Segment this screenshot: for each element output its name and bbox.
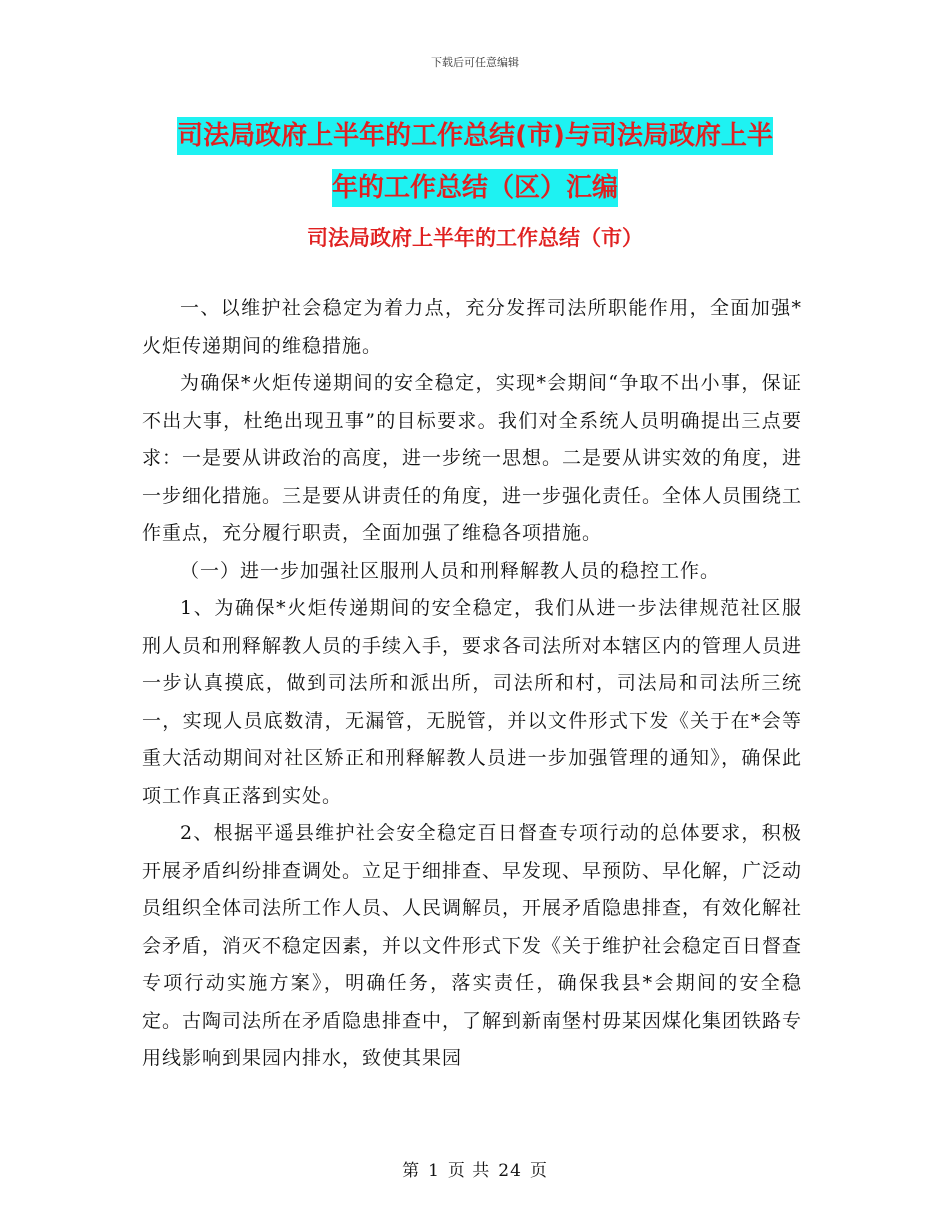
paragraph-3: （一）进一步加强社区服刑人员和刑释解教人员的稳控工作。 <box>180 559 721 582</box>
title-line-2: 年的工作总结（区）汇编 <box>332 169 618 207</box>
footer-suffix: 页 <box>529 1161 548 1181</box>
page-footer <box>0 1156 950 1181</box>
header-note: 下载后可任意编辑 <box>431 56 519 69</box>
document-title <box>0 110 950 214</box>
paragraph-5: 2、根据平遥县维护社会安全稳定百日督查专项行动的总体要求，积极开展矛盾纠纷排查调处。立足于细排查、早发现、早预防、早化解，广泛动员组织全体司法所工作人员、人民调解员，开展矛盾隐患排查，有效化解社会矛盾，消灭不稳定因素，并以文件形式下发《关于维护社会稳定百日督查专项行动实施方案》，明确任务，落实责任，确保我县*会期间的安全稳定。古陶司法所在矛盾隐患排查中，了解到新南堡村毋某因煤化集团铁路专用线影响到果园内排水，致使其果园 <box>142 822 803 1069</box>
paragraph-4: 1、为确保*火炬传递期间的安全稳定，我们从进一步法律规范社区服刑人员和刑释解教人员的手续入手，要求各司法所对本辖区内的管理人员进一步认真摸底，做到司法所和派出所，司法所和村，司法局和司法所三统一，实现人员底数清，无漏管，无脱管，并以文件形式下发《关于在*会等重大活动期间对社区矫正和刑释解教人员进一步加强管理的通知》，确保此项工作真正落到实处。 <box>142 597 803 807</box>
paragraph-1: 一、以维护社会稳定为着力点，充分发挥司法所职能作用，全面加强*火炬传递期间的维稳措施。 <box>142 297 802 357</box>
total-pages: 24 <box>498 1161 522 1181</box>
footer-prefix: 第 <box>402 1161 421 1181</box>
title-line-1: 司法局政府上半年的工作总结(市)与司法局政府上半 <box>177 117 773 155</box>
document-body <box>142 290 802 1078</box>
section-title: 司法局政府上半年的工作总结（市） <box>307 226 643 250</box>
paragraph-2: 为确保*火炬传递期间的安全稳定，实现*会期间“争取不出小事，保证不出大事，杜绝出现丑事”的目标要求。我们对全系统人员明确提出三点要求：一是要从讲政治的高度，进一步统一思想。二是要从讲实效的角度，进一步细化措施。三是要从讲责任的角度，进一步强化责任。全体人员围绕工作重点，充分履行职责，全面加强了维稳各项措施。 <box>142 372 803 544</box>
footer-middle: 页 共 <box>447 1161 491 1181</box>
page-number: 1 <box>428 1161 440 1181</box>
